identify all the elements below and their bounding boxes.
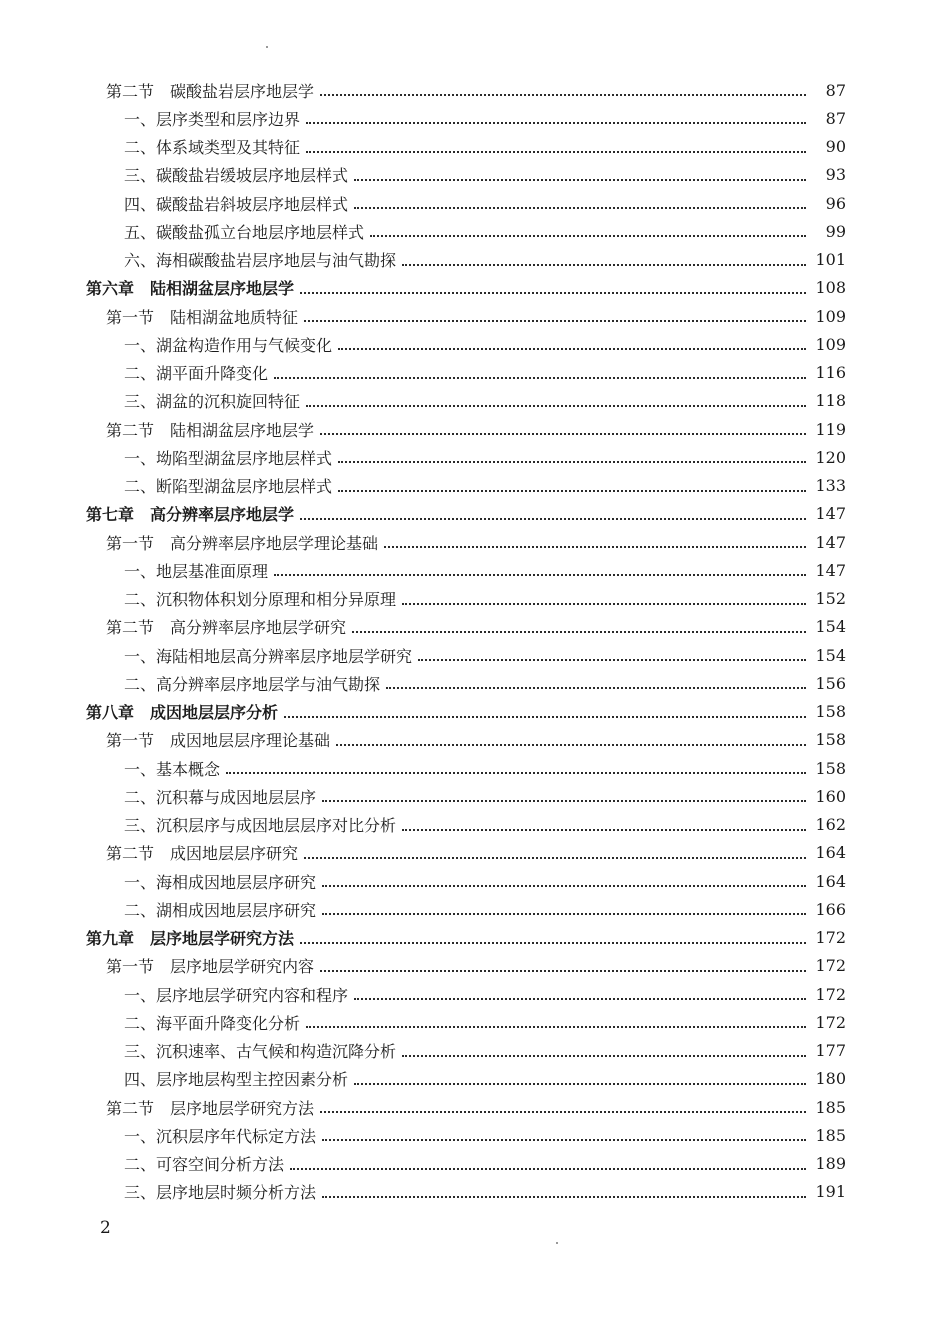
scan-speck	[266, 46, 268, 48]
toc-section	[106, 1093, 846, 1121]
toc-title: 二、高分辨率层序地层学与油气勘探	[124, 674, 381, 694]
dot-leader	[226, 770, 806, 774]
toc-title: 第六章 陆相湖盆层序地层学	[86, 279, 295, 299]
toc-page: 164	[815, 871, 846, 891]
dot-leader	[322, 1137, 806, 1141]
toc-page: 185	[815, 1125, 846, 1145]
toc-item	[124, 641, 846, 669]
toc-title: 第九章 层序地层学研究方法	[86, 929, 295, 948]
toc-title: 二、湖平面升降变化	[124, 364, 269, 383]
dot-leader	[354, 177, 806, 181]
toc-title: 五、碳酸盐孤立台地层序地层样式	[124, 222, 365, 242]
dot-leader	[336, 742, 806, 746]
toc-page: 158	[815, 730, 846, 750]
dot-leader	[354, 996, 806, 1000]
toc-page: 177	[815, 1041, 846, 1060]
dot-leader	[402, 262, 806, 266]
dot-leader	[274, 572, 806, 576]
dot-leader	[322, 798, 806, 802]
toc-item	[124, 556, 846, 584]
toc-section	[106, 613, 846, 641]
toc-chapter	[86, 698, 846, 726]
toc-title: 二、海平面升降变化分析	[124, 1013, 301, 1033]
toc-item	[124, 782, 846, 810]
toc-page: 90	[825, 137, 846, 156]
toc-item	[124, 246, 846, 274]
toc-title: 三、碳酸盐岩缓坡层序地层样式	[124, 166, 349, 186]
toc-title: 二、沉积物体积划分原理和相分异原理	[124, 590, 397, 609]
dot-leader	[306, 149, 806, 153]
toc-title: 一、湖盆构造作用与气候变化	[124, 335, 333, 355]
dot-leader	[300, 516, 806, 520]
toc-title: 一、沉积层序年代标定方法	[124, 1126, 317, 1146]
dot-leader	[322, 911, 806, 915]
toc-item	[124, 669, 846, 697]
dot-leader	[322, 883, 806, 887]
toc-item	[124, 359, 846, 387]
dot-leader	[290, 1166, 806, 1170]
dot-leader	[338, 459, 806, 463]
toc-title: 一、海相成因地层层序研究	[124, 872, 317, 892]
toc-title: 三、沉积速率、古气候和构造沉降分析	[124, 1042, 397, 1061]
dot-leader	[284, 714, 806, 718]
toc-title: 第一节 成因地层层序理论基础	[106, 731, 331, 751]
dot-leader	[338, 488, 806, 492]
toc-title: 第八章 成因地层层序分析	[86, 703, 279, 722]
toc-page: 109	[815, 334, 846, 354]
dot-leader	[300, 940, 806, 944]
dot-leader	[304, 318, 806, 322]
toc-chapter	[86, 500, 846, 528]
toc-title: 一、坳陷型湖盆层序地层样式	[124, 448, 333, 468]
dot-leader	[306, 1024, 806, 1028]
toc-title: 三、沉积层序与成因地层层序对比分析	[124, 816, 397, 835]
dot-leader	[402, 601, 806, 605]
toc-title: 三、层序地层时频分析方法	[124, 1183, 317, 1203]
dot-leader	[306, 120, 806, 124]
toc-page: 162	[815, 815, 846, 834]
toc-section	[106, 302, 846, 330]
dot-leader	[320, 968, 806, 972]
toc-page: 191	[815, 1182, 846, 1202]
toc-page: 87	[825, 108, 846, 128]
toc-page: 99	[825, 221, 846, 241]
toc-page: 172	[815, 984, 846, 1004]
dot-leader	[300, 290, 806, 294]
toc-page: 156	[815, 673, 846, 693]
toc-title: 二、断陷型湖盆层序地层样式	[124, 477, 333, 496]
toc-page: 147	[815, 560, 846, 580]
toc-item	[124, 1121, 846, 1149]
toc-chapter	[86, 924, 846, 952]
toc-item	[124, 585, 846, 613]
dot-leader	[354, 1081, 806, 1085]
dot-leader	[338, 346, 806, 350]
toc-page: 152	[815, 589, 846, 608]
toc-item	[124, 133, 846, 161]
toc-title: 第一节 层序地层学研究内容	[106, 957, 315, 977]
toc-page: 147	[815, 532, 846, 552]
toc-section	[106, 839, 846, 867]
toc-page: 154	[815, 617, 846, 637]
toc-title: 六、海相碳酸盐岩层序地层与油气勘探	[124, 251, 397, 270]
toc-page: 109	[815, 306, 846, 326]
toc-item	[124, 217, 846, 245]
dot-leader	[306, 403, 806, 407]
toc-page: 180	[815, 1069, 846, 1089]
dot-leader	[402, 1053, 806, 1057]
toc-item	[124, 189, 846, 217]
toc-page: 189	[815, 1154, 846, 1173]
toc-section	[106, 415, 846, 443]
toc-section	[106, 952, 846, 980]
dot-leader	[384, 544, 806, 548]
toc-section	[106, 726, 846, 754]
dot-leader	[386, 685, 806, 689]
toc-page: 164	[815, 843, 846, 863]
toc-page: 166	[815, 899, 846, 919]
toc-title: 四、碳酸盐岩斜坡层序地层样式	[124, 194, 349, 214]
toc-title: 第二节 陆相湖盆层序地层学	[106, 420, 315, 440]
dot-leader	[322, 1194, 806, 1198]
dot-leader	[304, 855, 806, 859]
toc-item	[124, 330, 846, 358]
toc-page: 118	[815, 391, 846, 411]
dot-leader	[418, 657, 806, 661]
toc-item	[124, 104, 846, 132]
toc-section	[106, 528, 846, 556]
toc-page: 119	[815, 419, 846, 439]
toc-title: 第二节 高分辨率层序地层学研究	[106, 618, 347, 638]
dot-leader	[352, 629, 806, 633]
toc-page: 172	[815, 1012, 846, 1032]
toc-title: 一、层序地层学研究内容和程序	[124, 985, 349, 1005]
toc-title: 二、沉积幕与成因地层层序	[124, 787, 317, 807]
toc-item	[124, 754, 846, 782]
toc-page: 147	[815, 504, 846, 524]
toc-item	[124, 1178, 846, 1206]
toc-item	[124, 472, 846, 500]
toc-page: 108	[815, 278, 846, 298]
toc-item	[124, 1065, 846, 1093]
dot-leader	[320, 92, 806, 96]
toc-page: 101	[815, 250, 846, 269]
toc-item	[124, 867, 846, 895]
toc-item	[124, 1008, 846, 1036]
toc-page: 154	[815, 645, 846, 665]
toc-item	[124, 387, 846, 415]
toc-title: 第二节 碳酸盐岩层序地层学	[106, 81, 315, 101]
toc-item	[124, 443, 846, 471]
toc-item	[124, 811, 846, 839]
toc-title: 四、层序地层构型主控因素分析	[124, 1070, 349, 1090]
toc-page: 93	[825, 165, 846, 185]
toc-title: 第一节 高分辨率层序地层学理论基础	[106, 533, 379, 553]
dot-leader	[402, 827, 806, 831]
dot-leader	[320, 1109, 806, 1113]
toc-chapter	[86, 274, 846, 302]
dot-leader	[354, 205, 806, 209]
toc-item	[124, 895, 846, 923]
toc-page: 172	[815, 956, 846, 976]
toc-title: 一、地层基准面原理	[124, 561, 269, 581]
toc-page: 158	[815, 758, 846, 778]
toc-page: 96	[825, 193, 846, 213]
toc-title: 第七章 高分辨率层序地层学	[86, 505, 295, 525]
toc-page: 158	[815, 702, 846, 721]
dot-leader	[370, 233, 806, 237]
toc-page: 120	[815, 447, 846, 467]
toc-title: 第二节 层序地层学研究方法	[106, 1098, 315, 1118]
toc-page: 87	[825, 80, 846, 100]
toc-title: 二、体系域类型及其特征	[124, 138, 301, 157]
toc-title: 第二节 成因地层层序研究	[106, 844, 299, 864]
toc-title: 一、海陆相地层高分辨率层序地层学研究	[124, 646, 413, 666]
toc-item	[124, 161, 846, 189]
toc-title: 三、湖盆的沉积旋回特征	[124, 392, 301, 412]
toc-page: 160	[815, 786, 846, 806]
toc-title: 一、层序类型和层序边界	[124, 109, 301, 129]
toc-title: 一、基本概念	[124, 759, 221, 779]
toc-section	[106, 76, 846, 104]
toc-page: 185	[815, 1097, 846, 1117]
toc-item	[124, 1037, 846, 1065]
dot-leader	[320, 431, 806, 435]
dot-leader	[274, 375, 806, 379]
toc-page: 133	[815, 476, 846, 495]
toc-item	[124, 1150, 846, 1178]
toc-page: 116	[815, 363, 846, 382]
scan-speck	[556, 1242, 558, 1244]
toc-page: 172	[815, 928, 846, 947]
toc-title: 二、湖相成因地层层序研究	[124, 900, 317, 920]
toc-title: 第一节 陆相湖盆地质特征	[106, 307, 299, 327]
toc-item	[124, 980, 846, 1008]
page-number: 2	[100, 1218, 111, 1238]
toc-title: 二、可容空间分析方法	[124, 1155, 285, 1174]
